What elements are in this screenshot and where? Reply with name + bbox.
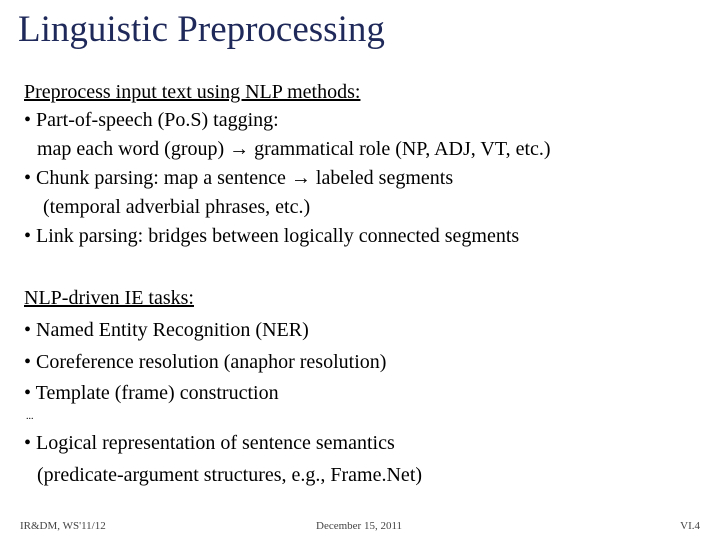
bullet-template-construction: • Template (frame) construction — [24, 382, 279, 404]
bullet-ner: • Named Entity Recognition (NER) — [24, 319, 309, 341]
logical-representation-detail: (predicate-argument structures, e.g., Frame.Net) — [37, 464, 423, 486]
footer-date: December 15, 2011 — [316, 520, 403, 532]
chunk-parsing-detail: (temporal adverbial phrases, etc.) — [43, 196, 311, 218]
section-heading-ie-tasks: NLP-driven IE tasks: — [24, 287, 194, 309]
bullet-chunk-parsing: • Chunk parsing: map a sentence → labeled segments — [24, 167, 454, 189]
section-heading-preprocess: Preprocess input text using NLP methods: — [24, 81, 361, 103]
pos-tagging-detail: map each word (group) → grammatical role (NP, ADJ, VT, etc.) — [37, 138, 551, 160]
bullet-logical-representation: • Logical representation of sentence semantics — [24, 432, 395, 454]
footer-course: IR&DM, WS'11/12 — [20, 520, 106, 532]
footer-slide-number: VI.4 — [680, 520, 700, 532]
slide-title: Linguistic Preprocessing — [18, 9, 385, 50]
bullet-coreference: • Coreference resolution (anaphor resolution) — [24, 351, 387, 373]
ellipsis: ... — [26, 411, 34, 422]
bullet-pos-tagging: • Part-of-speech (Po.S) tagging: — [24, 109, 279, 131]
bullet-link-parsing: • Link parsing: bridges between logically connected segments — [24, 225, 520, 247]
